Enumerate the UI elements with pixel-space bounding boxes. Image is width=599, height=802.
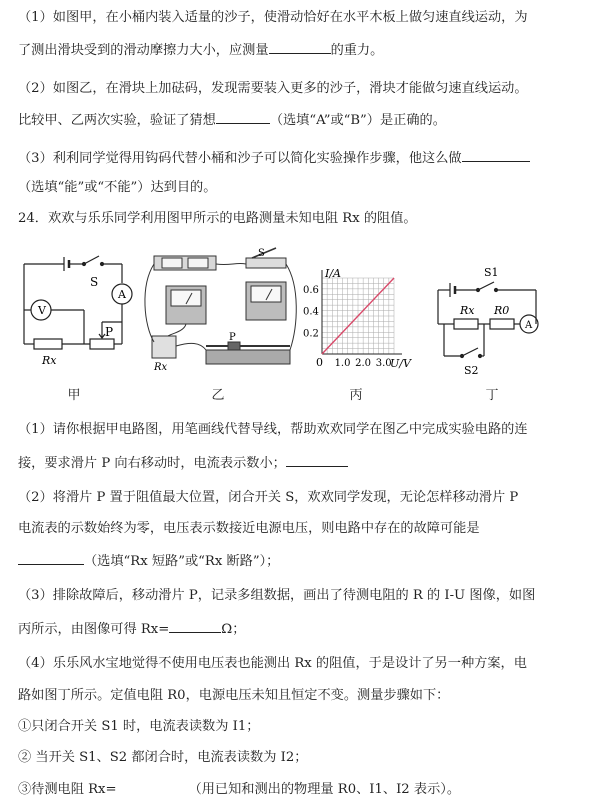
q23-part3-line2: （选填“能”或“不能”）达到目的。 xyxy=(18,180,217,195)
q23-part2-text: 比较甲、乙两次实验，验证了猜想 xyxy=(18,113,216,128)
answer-blank[interactable] xyxy=(216,109,270,124)
figure-caption-jia: 甲 xyxy=(67,388,81,403)
apparatus-drawing-yi xyxy=(140,246,310,378)
resistor-label-yi: Rx xyxy=(154,362,168,373)
answer-blank[interactable] xyxy=(169,618,221,633)
switch-label-yi: S xyxy=(258,248,265,259)
switch-s2-label: S2 xyxy=(464,364,479,377)
q23-part1-text: 了测出滑块受到的滑动摩擦力大小，应测量 xyxy=(18,43,269,58)
iu-chart xyxy=(300,262,418,374)
x-tick-label: 2.0 xyxy=(355,358,372,369)
y-axis-label: I/A xyxy=(325,267,341,280)
x-tick-label: 3.0 xyxy=(375,358,392,369)
q23-part1-line2 xyxy=(18,39,383,61)
q24-title: 24．欢欢与乐乐同学利用图甲所示的电路测量未知电阻 Rx 的阻值。 xyxy=(18,211,417,226)
q24-step3 xyxy=(18,780,460,800)
slider-label: P xyxy=(105,325,114,339)
q24-part2-tail: （选填“Rx 短路”或“Rx 断路”）； xyxy=(84,554,280,569)
q24-part3-tail: Ω； xyxy=(221,622,246,637)
y-tick-label: 0.6 xyxy=(303,284,319,296)
resistor-r0-label: R0 xyxy=(494,304,510,317)
q24-step2: ② 当开关 S1、S2 都闭合时，电流表读数为 I2； xyxy=(18,750,308,765)
origin-label: 0 xyxy=(316,356,323,369)
circuit-diagram-jia xyxy=(14,250,136,370)
q24-part2-line1: （2）将滑片 P 置于阻值最大位置，闭合开关 S，欢欢同学发现，无论怎样移动滑片 P xyxy=(18,490,519,505)
answer-blank[interactable] xyxy=(286,452,348,467)
q24-part2-line3 xyxy=(18,550,279,572)
figure-caption-yi: 乙 xyxy=(211,388,225,403)
resistor-label: Rx xyxy=(42,354,57,367)
q24-part2-line2: 电流表的示数始终为零，电压表示数接近电源电压，则电路中存在的故障可能是 xyxy=(18,521,480,536)
q24-part3-text: 丙所示，由图像可得 Rx= xyxy=(18,622,170,637)
switch-label: S xyxy=(90,275,99,289)
q24-part1-text: 接，要求滑片 P 向右移动时，电流表示数小； xyxy=(18,456,286,471)
q23-part3-text: （3）利利同学觉得用钩码代替小桶和沙子可以简化实验操作步骤，他这么做 xyxy=(18,151,462,166)
q23-part2-tail: （选填“A”或“B”）是正确的。 xyxy=(269,113,446,128)
q23-part1-line1: （1）如图甲，在小桶内装入适量的沙子，使滑动恰好在水平木板上做匀速直线运动，为 xyxy=(18,10,528,25)
q24-step3-tail: （用已知和测出的物理量 R0、I1、I2 表示）。 xyxy=(188,782,461,797)
answer-blank[interactable] xyxy=(18,550,84,565)
q24-part4-line2: 路如图丁所示。定值电阻 R0，电源电压未知且恒定不变。测量步骤如下： xyxy=(18,688,450,703)
x-tick-label: 1.0 xyxy=(334,358,351,369)
circuit-diagram-ding xyxy=(432,264,554,380)
q23-part2-line1: （2）如图乙，在滑块上加砝码，发现需要装入更多的沙子，滑块才能做匀速直线运动。 xyxy=(18,81,528,96)
resistor-rx-label: Rx xyxy=(460,304,475,317)
q24-step3-text: ③待测电阻 Rx= xyxy=(18,782,117,797)
y-tick-label: 0.4 xyxy=(303,306,319,318)
q24-part1-line1: （1）请你根据甲电路图，用笔画线代替导线，帮助欢欢同学在图乙中完成实验电路的连 xyxy=(18,422,528,437)
y-tick-label: 0.2 xyxy=(303,328,319,340)
answer-blank[interactable] xyxy=(269,39,331,54)
switch-s1-label: S1 xyxy=(484,266,499,279)
q23-part1-tail: 的重力。 xyxy=(330,43,384,58)
voltmeter-label: V xyxy=(38,304,46,317)
ammeter-label-ding: A xyxy=(525,320,533,331)
ammeter-label: A xyxy=(118,288,126,301)
answer-blank[interactable] xyxy=(462,147,530,162)
q24-step1: ①只闭合开关 S1 时，电流表读数为 I1； xyxy=(18,719,260,734)
q23-part2-line2 xyxy=(18,109,446,131)
q24-part3-line2 xyxy=(18,618,245,640)
q24-part3-line1: （3）排除故障后，移动滑片 P，记录多组数据，画出了待测电阻的 R 的 I-U 图像，如图 xyxy=(18,588,536,603)
slider-label-yi: P xyxy=(229,332,236,343)
q23-part3-line1 xyxy=(18,147,530,169)
q24-part4-line1: （4）乐乐风水宝地觉得不使用电压表也能测出 Rx 的阻值，于是设计了另一种方案，电 xyxy=(18,656,527,671)
x-axis-label: U/V xyxy=(390,357,411,370)
figure-caption-ding: 丁 xyxy=(485,388,499,403)
q24-part1-line2 xyxy=(18,452,348,474)
figure-caption-bing: 丙 xyxy=(349,388,363,403)
